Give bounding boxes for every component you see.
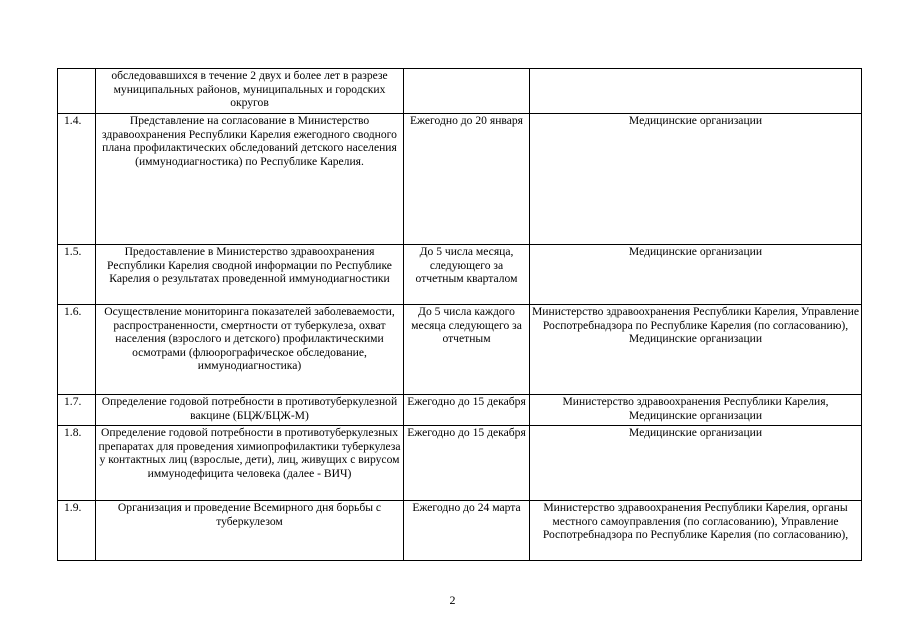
table-row <box>58 426 862 501</box>
event-cell: Осуществление мониторинга показателей заболеваемости, распространенности, смертности от туберкулеза, охват населения (взрослого и детского) профилактическими осмотрами (флюорографическое обследование, иммунодиагностика) <box>96 305 404 395</box>
table-row <box>58 69 862 114</box>
row-number: 1.5. <box>58 245 96 305</box>
responsible-cell: Медицинские организации <box>530 426 862 501</box>
table-row <box>58 395 862 426</box>
table-row <box>58 501 862 561</box>
row-number: 1.4. <box>58 114 96 245</box>
table-row <box>58 305 862 395</box>
deadline-cell <box>404 69 530 114</box>
event-cell: Представление на согласование в Министерство здравоохранения Республики Карелия ежегодного сводного плана профилактических обследований детского населения (иммунодиагностика) по Республике Карелия. <box>96 114 404 245</box>
row-number: 1.9. <box>58 501 96 561</box>
row-number <box>58 69 96 114</box>
deadline-cell: Ежегодно до 20 января <box>404 114 530 245</box>
responsible-cell <box>530 69 862 114</box>
event-cell: Определение годовой потребности в противотуберкулезной вакцине (БЦЖ/БЦЖ-М) <box>96 395 404 426</box>
event-cell: обследовавшихся в течение 2 двух и более лет в разрезе муниципальных районов, муниципальных и городских округов <box>96 69 404 114</box>
deadline-cell: До 5 числа месяца, следующего за отчетным кварталом <box>404 245 530 305</box>
table-row <box>58 245 862 305</box>
row-number: 1.8. <box>58 426 96 501</box>
event-cell: Определение годовой потребности в противотуберкулезных препаратах для проведения химиопрофилактики туберкулеза у контактных лиц (взрослые, дети), лиц, живущих с вирусом иммунодефицита человека (далее - ВИЧ) <box>96 426 404 501</box>
event-cell: Организация и проведение Всемирного дня борьбы с туберкулезом <box>96 501 404 561</box>
deadline-cell: Ежегодно до 15 декабря <box>404 395 530 426</box>
row-number: 1.6. <box>58 305 96 395</box>
plan-table <box>57 68 862 561</box>
responsible-cell: Медицинские организации <box>530 114 862 245</box>
deadline-cell: Ежегодно до 15 декабря <box>404 426 530 501</box>
table-row <box>58 114 862 245</box>
responsible-cell: Министерство здравоохранения Республики Карелия, органы местного самоуправления (по согласованию), Управление Роспотребнадзора по Республике Карелия (по согласованию), <box>530 501 862 561</box>
event-cell: Предоставление в Министерство здравоохранения Республики Карелия сводной информации по Республике Карелия о результатах проведенной иммунодиагностики <box>96 245 404 305</box>
row-number: 1.7. <box>58 395 96 426</box>
page-number: 2 <box>449 593 456 607</box>
responsible-cell: Министерство здравоохранения Республики Карелия, Управление Роспотребнадзора по Республике Карелия (по согласованию), Медицинские организации <box>530 305 862 395</box>
responsible-cell: Медицинские организации <box>530 245 862 305</box>
deadline-cell: До 5 числа каждого месяца следующего за отчетным <box>404 305 530 395</box>
responsible-cell: Министерство здравоохранения Республики Карелия, Медицинские организации <box>530 395 862 426</box>
deadline-cell: Ежегодно до 24 марта <box>404 501 530 561</box>
